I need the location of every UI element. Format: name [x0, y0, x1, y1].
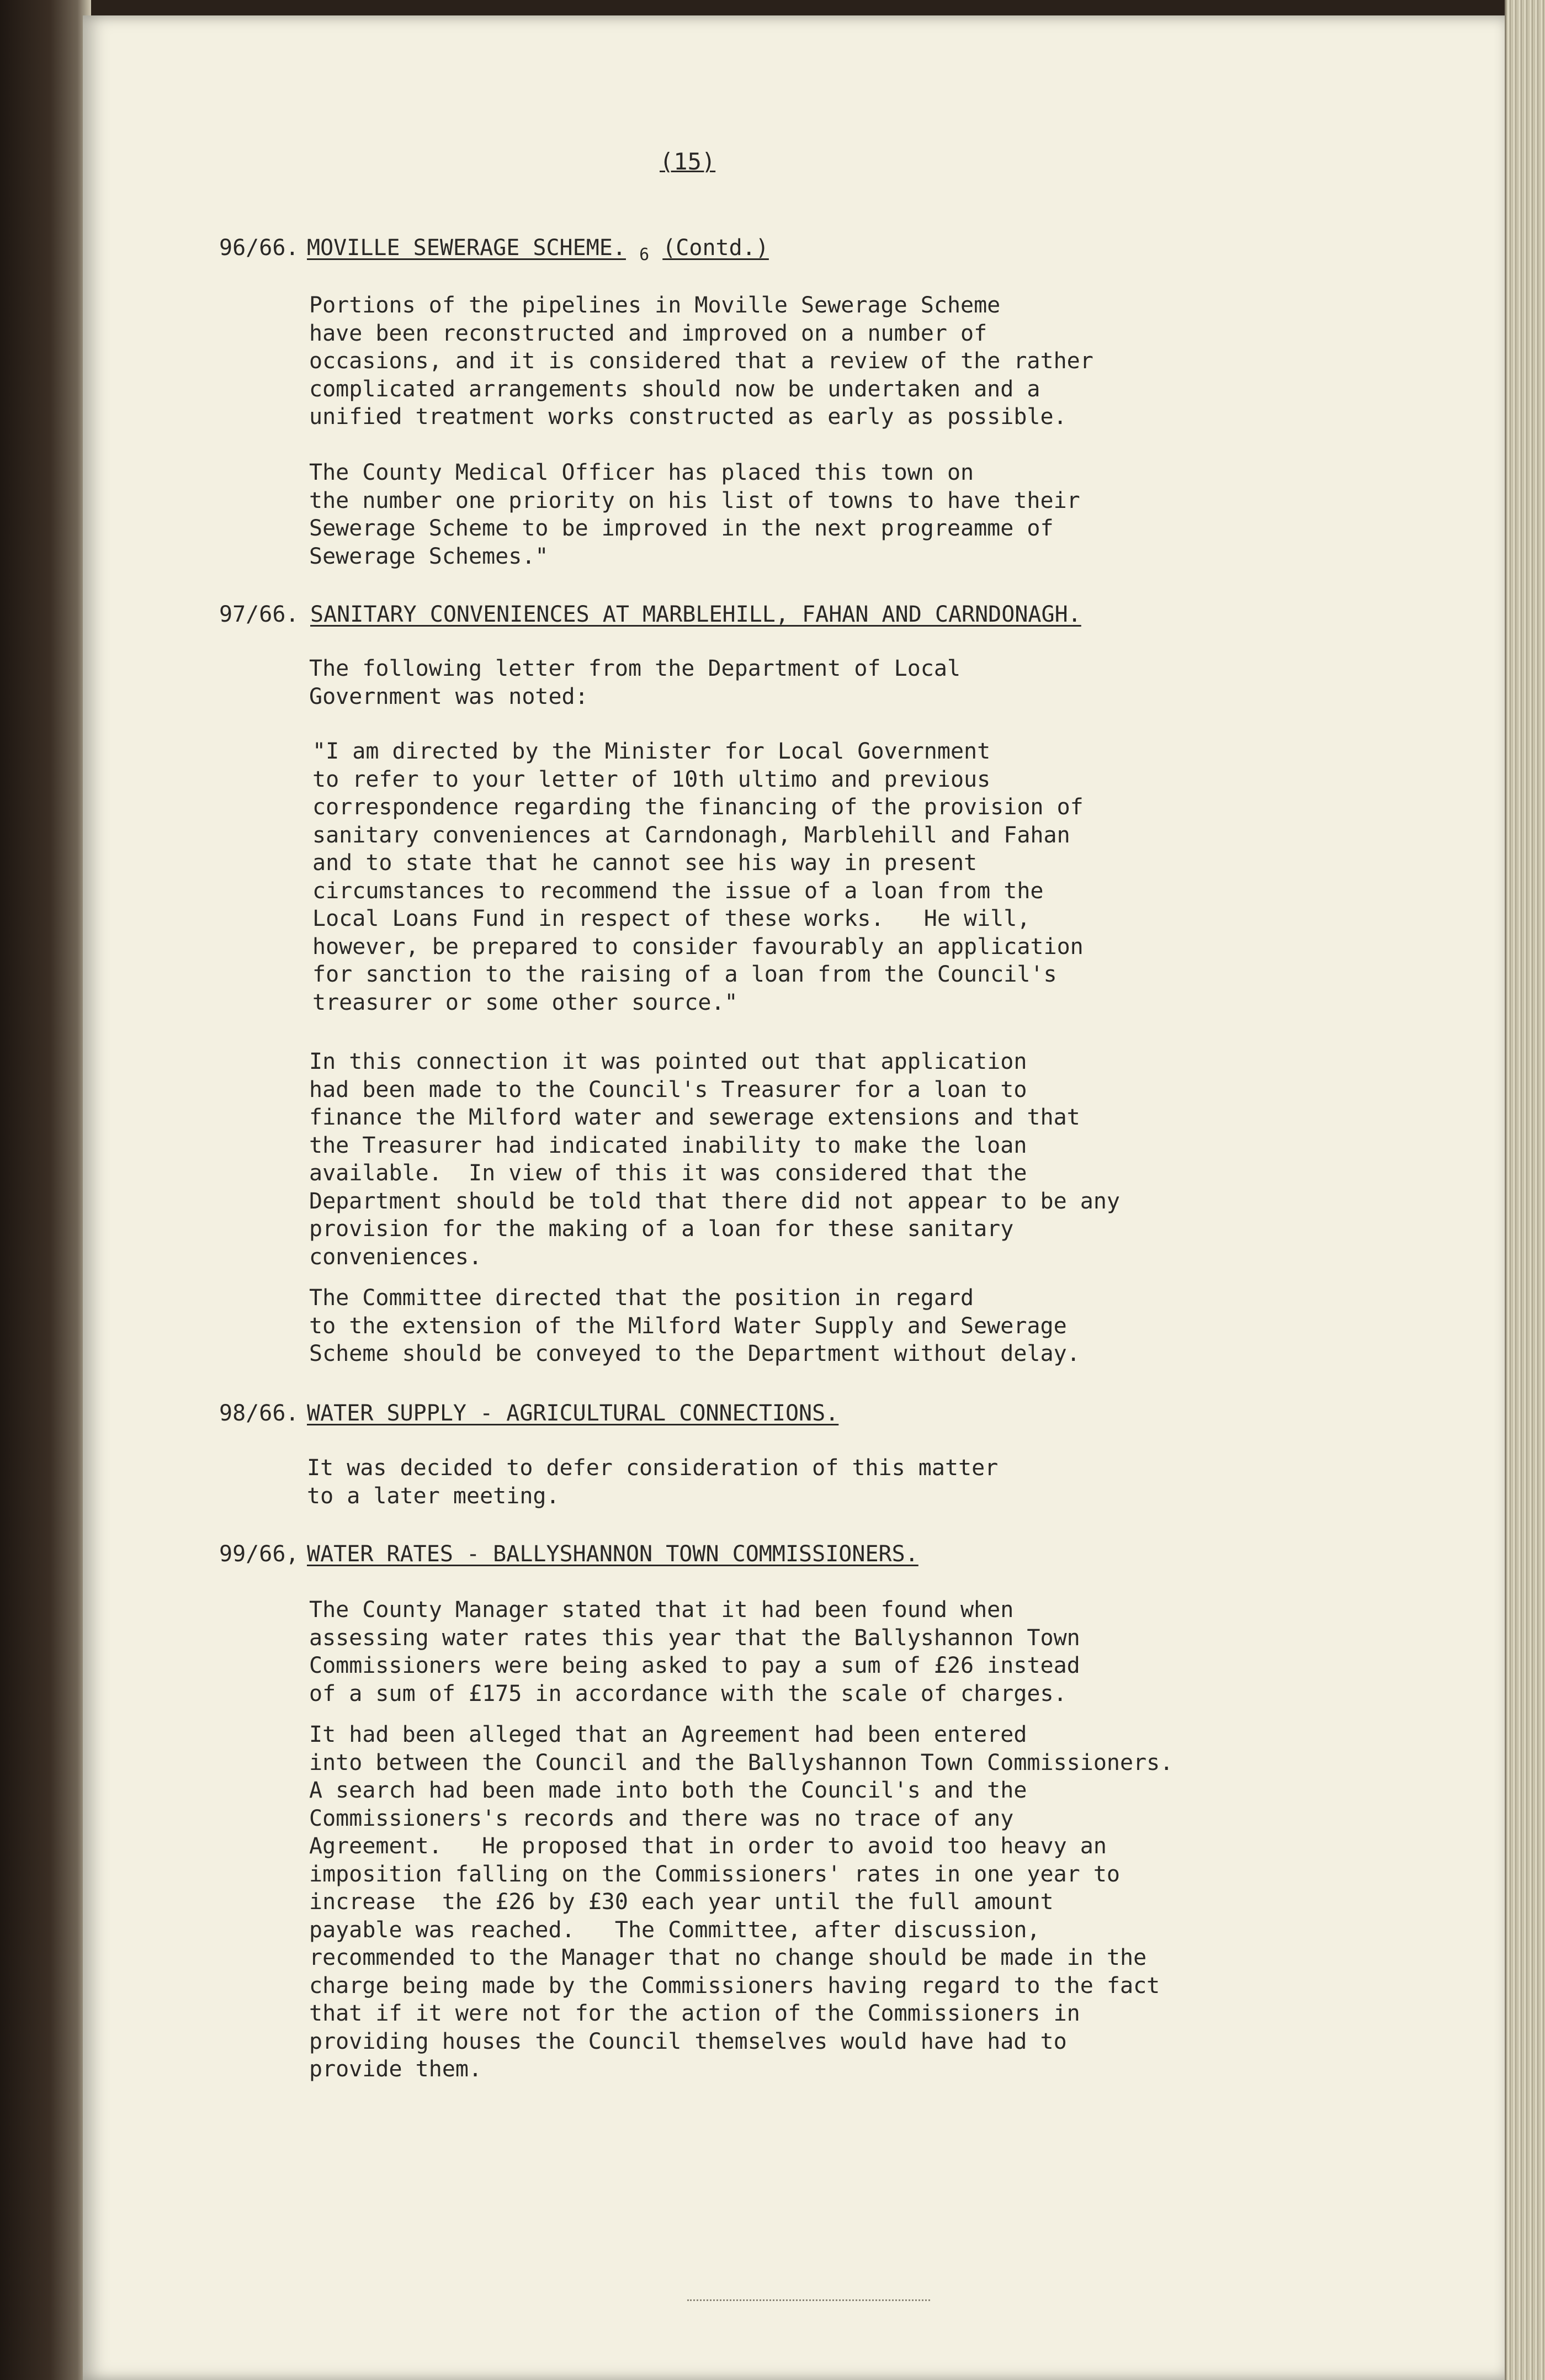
minute-ref: 99/66,: [219, 1541, 299, 1567]
minute-title: WATER SUPPLY - AGRICULTURAL CONNECTIONS.: [307, 1401, 839, 1426]
book-binding: [0, 0, 91, 2380]
footer-dotted-line: [687, 2299, 930, 2301]
paragraph: The Committee directed that the position in regard to the extension of the Milford Water Supply and Sewerage Scheme should be conveyed to the Department without delay.: [309, 1285, 1080, 1366]
minute-title: SANITARY CONVENIENCES AT MARBLEHILL, FAHAN AND CARNDONAGH.: [310, 602, 1081, 627]
minute-heading: [307, 234, 769, 269]
minute-superscript: 6: [639, 245, 650, 264]
minute-ref: 97/66.: [219, 602, 299, 627]
paragraph: It had been alleged that an Agreement had been entered into between the Council and the Ballyshannon Town Commissioners. A search had been made into both the Council's and the Commissioners's records and there was no trace of any Agreement. He proposed that in order to avoid too heavy an imposition falling on the Commissioners' rates in one year to increase the £26 by £30 each year until the full amount payable was reached. The Committee, after discussion, recommended to the Manager that no change should be made in the charge being made by the Commissioners having regard to the fact that if it were not for the action of the Commissioners in providing houses the Council themselves would have had to provide them.: [309, 1722, 1174, 2082]
paragraph: The County Medical Officer has placed this town on the number one priority on his list of towns to have their Sewerage Scheme to be improved in the next progreamme of Sewerage Schemes.": [309, 460, 1080, 569]
minute-ref: 96/66.: [219, 235, 299, 261]
minute-ref: 98/66.: [219, 1401, 299, 1426]
quoted-letter: "I am directed by the Minister for Local Government to refer to your letter of 10th ultimo and previous correspondence regarding the financing of the provision of sanitary conveniences at Carndonagh, Marblehill and Fahan and to state that he cannot see his way in present circumstances to recommend the issue of a loan from the Local Loans Fund in respect of these works. He will, however, be prepared to consider favourably an application for sanction to the raising of a loan from the Council's treasurer or some other source.": [312, 739, 1084, 1015]
minute-title: MOVILLE SEWERAGE SCHEME.: [307, 235, 626, 261]
page-edges: [1505, 0, 1545, 2380]
paragraph: Portions of the pipelines in Moville Sewerage Scheme have been reconstructed and improved on a number of occasions, and it is considered that a review of the rather complicated arrangements should now be undertaken and a unified treatment works constructed as early as possible.: [309, 293, 1093, 430]
page-number: (15): [660, 148, 716, 175]
paragraph: The County Manager stated that it had been found when assessing water rates this year that the Ballyshannon Town Commissioners were being asked to pay a sum of £26 instead of a sum of £175 in accordance with the scale of charges.: [309, 1597, 1080, 1706]
paragraph: It was decided to defer consideration of this matter to a later meeting.: [307, 1455, 999, 1509]
minute-title: WATER RATES - BALLYSHANNON TOWN COMMISSIONERS.: [307, 1541, 918, 1567]
paragraph: In this connection it was pointed out that application had been made to the Council's Treasurer for a loan to finance the Milford water and sewerage extensions and that the Treasurer had indicated inability to make the loan available. In view of this it was considered that the Department should be told that there did not appear to be any provision for the making of a loan for these sanitary conveniences.: [309, 1049, 1121, 1270]
paragraph: The following letter from the Department of Local Government was noted:: [309, 656, 961, 709]
minute-contd: (Contd.): [662, 235, 769, 261]
